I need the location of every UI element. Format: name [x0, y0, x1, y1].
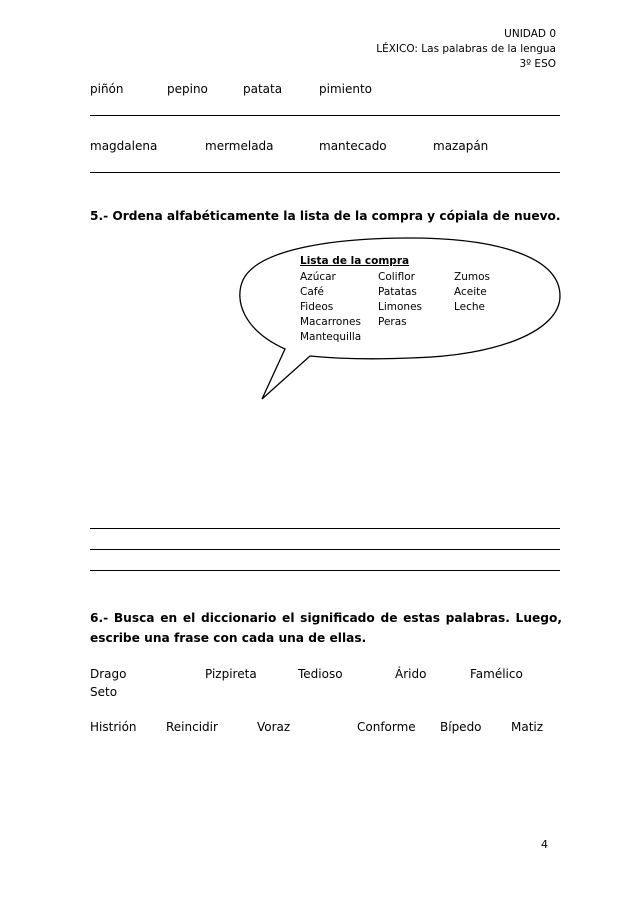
word: patata: [243, 82, 283, 96]
list-item: Fideos: [300, 301, 334, 313]
list-item: Macarrones: [300, 316, 361, 328]
vocab-word: Tedioso: [298, 667, 343, 681]
word: piñón: [90, 82, 124, 96]
list-item: Azúcar: [300, 271, 336, 283]
header-unit: UNIDAD 0: [504, 28, 556, 40]
vocab-word: Matiz: [511, 720, 544, 734]
page-number: 4: [541, 838, 548, 851]
list-item: Limones: [378, 301, 423, 313]
list-item: Café: [300, 286, 324, 298]
list-item: Aceite: [454, 286, 487, 298]
vocab-word: Conforme: [357, 720, 416, 734]
word: mazapán: [433, 139, 489, 153]
vocab-word: Seto: [90, 685, 118, 699]
list-item: Patatas: [378, 286, 417, 298]
vocab-word: Árido: [395, 667, 427, 681]
list-item: Coliflor: [378, 271, 415, 283]
list-item: Peras: [378, 316, 407, 328]
word: pepino: [167, 82, 208, 96]
writing-line: [90, 549, 560, 550]
word: mantecado: [319, 139, 387, 153]
exercise-6-instruction: 6.- Busca en el diccionario el significado de estas palabras. Luego, escribe una frase con cada una de ellas.: [90, 611, 562, 645]
vocab-word: Voraz: [257, 720, 291, 734]
word: pimiento: [319, 82, 373, 96]
writing-line: [90, 528, 560, 529]
list-item: Mantequilla: [300, 331, 362, 343]
list-item: Leche: [454, 301, 486, 313]
vocab-word: Reincidir: [166, 720, 218, 734]
vocab-word: Drago: [90, 667, 127, 681]
vocab-word: Pizpireta: [205, 667, 257, 681]
shopping-list-title: Lista de la compra: [300, 255, 410, 267]
exercise-5-instruction: 5.- Ordena alfabéticamente la lista de la compra y cópiala de nuevo.: [90, 209, 561, 223]
header-topic: LÉXICO: Las palabras de la lengua: [376, 43, 556, 55]
vocab-word: Histrión: [90, 720, 137, 734]
header-level: 3º ESO: [519, 58, 556, 70]
list-item: Zumos: [454, 271, 490, 283]
vocab-word: Famélico: [470, 667, 523, 681]
vocab-word: Bípedo: [440, 720, 482, 734]
word: mermelada: [205, 139, 274, 153]
word: magdalena: [90, 139, 158, 153]
writing-line: [90, 570, 560, 571]
